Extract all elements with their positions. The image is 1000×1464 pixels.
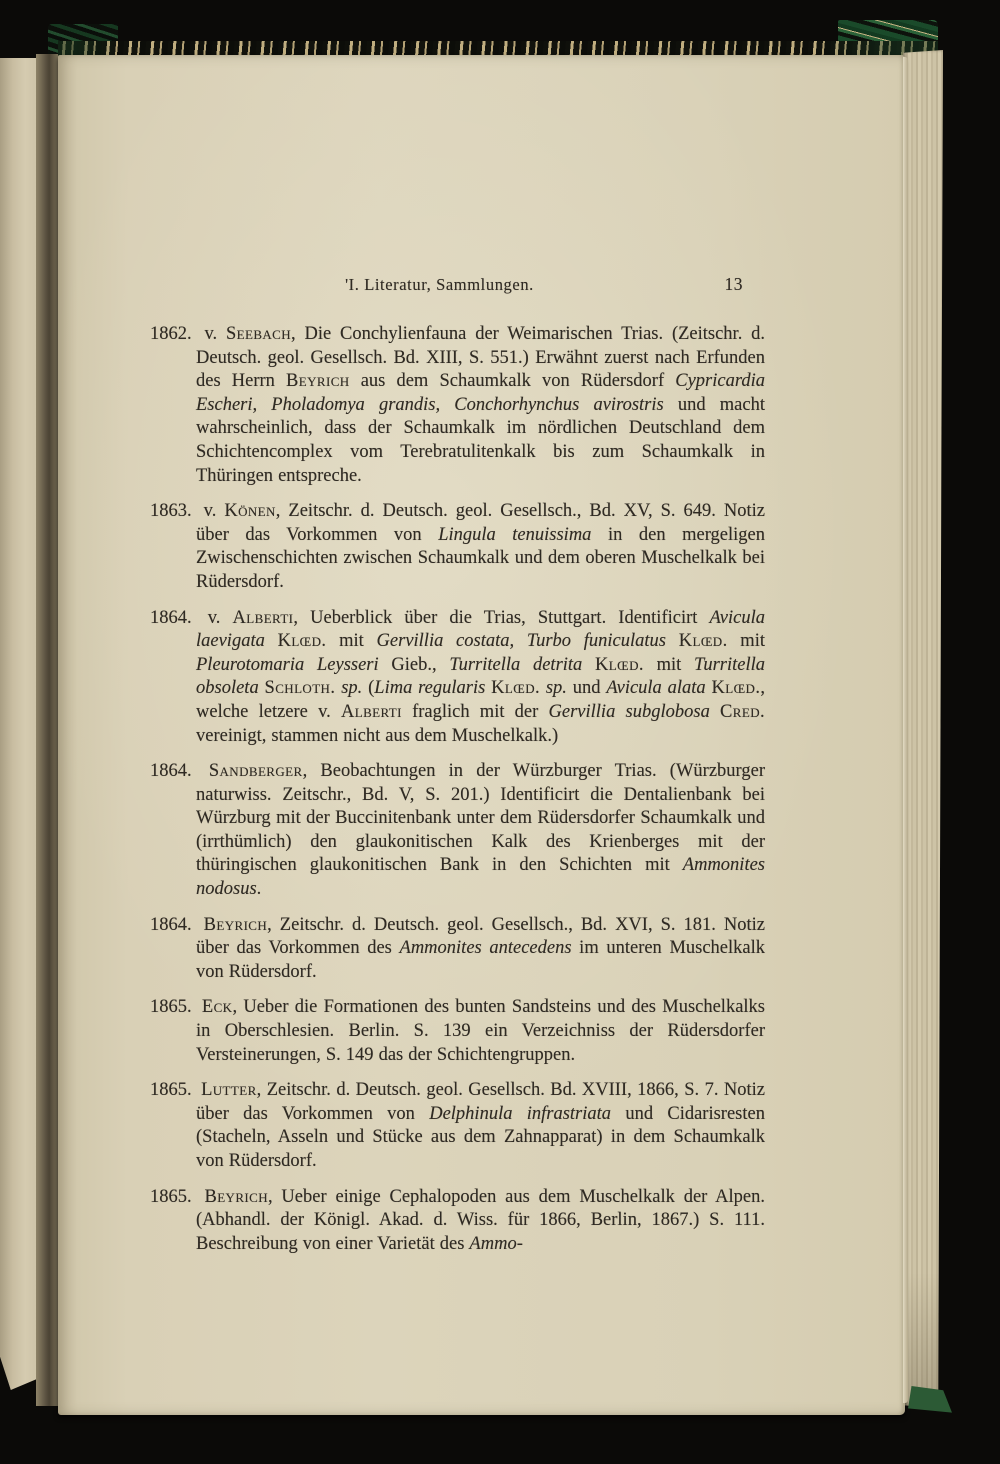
entry-text: , Die Conchylienfauna der Weimarischen Trias. (Zeitschr. d. Deutsch. geol. Gesellsch. Bd. XIII, S. 551.) Erwähnt zuerst nach Erfunden des Herrn [196,324,766,392]
running-head [150,275,765,297]
entry-text: , Zeitschr. d. Deutsch. geol. Gesellsch., Bd. XVI, S. 181. Notiz über das Vorkommen des [196,914,765,959]
author-name: Seebach [225,324,292,344]
facing-page-edge [0,58,36,1390]
bibliography-entry [150,607,765,749]
entry-text: fraglich mit der [401,701,549,722]
author-name: Könen [224,501,276,522]
author-name: Beyrich [286,371,350,392]
entry-year: 1865. [150,997,198,1018]
page-text-area [150,275,765,1268]
entry-text [582,655,595,675]
entry-year: 1862. [150,324,201,344]
entry-year: 1864. [150,761,205,782]
entry-text: , Zeitschr. d. Deutsch. geol. Gesellsch. Bd. XVIII, 1866, S. 7. Notiz über das Vorkommen von [196,1080,765,1124]
page-number: 13 [724,274,743,294]
species-name: Ammonites nodosus [196,855,765,900]
author-name: Schloth. [264,678,336,699]
entry-text: , Ueber einige Cephalopoden aus dem Muschelkalk der Alpen. (Abhandl. der Königl. Akad. d. Wiss. für 1866, Berlin, 1867.) S. 111. Beschreibung von einer Varietät des [196,1186,765,1254]
species-name: Gervillia costata, Turbo funiculatus [376,631,666,652]
entry-text: mit [727,631,765,652]
entry-text: in den mergeligen Zwischenschichten zwischen Schaumkalk und dem oberen Muschelkalk bei Rüdersdorf. [196,524,765,592]
bibliography-list [150,323,765,1256]
author-name: Klœd. [678,631,728,652]
author-name: Klœd. [711,678,761,699]
author-name: Beyrich [204,1186,268,1207]
author-name: Klœd. [595,654,644,675]
entry-text [710,702,720,722]
species-name: Avicula alata [606,678,706,699]
species-name: Gervillia subglobosa [548,701,710,722]
entry-text: , welche letzere v. [196,678,765,722]
species-name: sp. [341,678,363,699]
entry-text: mit [326,631,377,652]
entry-text: , Zeitschr. d. Deutsch. geol. Gesellsch., Bd. XV, S. 649. Notiz über das Vorkommen von [196,501,766,545]
author-name: Cred. [720,701,766,722]
bibliography-entry [150,500,765,594]
entry-text: , Beobachtungen in der Würzburger Trias. (Würzburger naturwiss. Zeitschr., Bd. V, S. 201.) Identificirt die Dentalienbank bei Würzburg mit der Buccinitenbank unter dem Rüdersdorfer Schaumkalk und (irrthümlich) den glaukonitischen Kalk des Krienberges mit der thüringischen glaukonitischen Bank in den Schichten mit [196,761,765,876]
species-name: Avicula laevigata [196,607,765,652]
page-right-edge [903,57,908,1403]
bibliography-entry [150,914,765,985]
entry-year: 1863. [150,501,200,522]
entry-text: v. [203,501,225,522]
bibliography-entry [150,323,765,488]
author-name: Lutter [201,1080,257,1101]
species-name: Ammonites antecedens [399,938,572,959]
entry-text: v. [204,324,226,344]
entry-text: v. [207,607,233,628]
species-name: Ammo- [469,1233,523,1254]
bibliography-entry [150,996,765,1067]
species-name: Pleurotomaria Leysseri [196,654,379,675]
author-name: Klœd. [277,631,327,652]
species-name: Lima regularis [374,678,486,699]
book-page [58,55,905,1415]
entry-text: vereinigt, stammen nicht aus dem Muschelkalk.) [196,725,559,746]
entry-text: mit [643,654,695,675]
author-name: Alberti [232,607,294,628]
entry-text: und [566,678,607,699]
entry-text: aus dem Schaumkalk von Rüdersdorf [349,371,676,392]
entry-text: ( [362,678,375,699]
bibliography-entry [150,1079,765,1173]
entry-text: , Ueber die Formationen des bunten Sandsteins und des Muschelkalks in Oberschlesien. Berlin. S. 139 ein Verzeichniss der Rüdersdorfer Versteinerungen, S. 149 das der Schichtengruppen. [196,997,766,1065]
entry-year: 1865. [150,1186,201,1207]
bibliography-entry [150,760,765,902]
entry-year: 1864. [150,607,204,628]
cover-cloth-corner-bottom [908,1386,952,1414]
species-name: Turritella detrita [449,654,583,675]
entry-text: und Cidarisresten (Stacheln, Asseln und Stücke aus dem Zahnapparat) in dem Schaumkalk von Rüdersdorf. [196,1103,765,1171]
entry-text [666,631,679,651]
author-name: Eck [201,997,233,1018]
entry-text: Gieb., [378,654,450,675]
author-name: Klœd. [491,678,541,699]
entry-text: . [256,879,262,900]
entry-text: und macht wahrscheinlich, dass der Schaumkalk im nördlichen Deutschland dem Schichtencomplex vom Terebratulitenkalk bis zum Schaumkalk in Thüringen entspreche. [196,394,765,486]
entry-year: 1865. [150,1080,198,1101]
species-name: Cypricardia Escheri, Pholadomya grandis, Conchorhynchus avirostris [196,371,765,415]
page-edge-stack [903,50,943,1408]
author-name: Sandberger [208,761,303,782]
book-gutter-shadow [36,54,58,1406]
author-name: Beyrich [203,914,268,935]
entry-text: , Ueberblick über die Trias, Stuttgart. Identificirt [293,607,710,628]
species-name: Lingula tenuissima [438,524,592,545]
species-name: Turritella obsoleta [196,654,765,699]
author-name: Alberti [340,701,402,722]
species-name: sp. [545,678,567,699]
entry-text: im unteren Muschelkalk von Rüdersdorf. [196,938,766,982]
species-name: Delphinula infrastriata [429,1103,612,1124]
section-title: 'I. Literatur, Sammlungen. [345,275,534,294]
bibliography-entry [150,1186,765,1257]
entry-text [265,631,278,651]
entry-year: 1864. [150,914,200,935]
